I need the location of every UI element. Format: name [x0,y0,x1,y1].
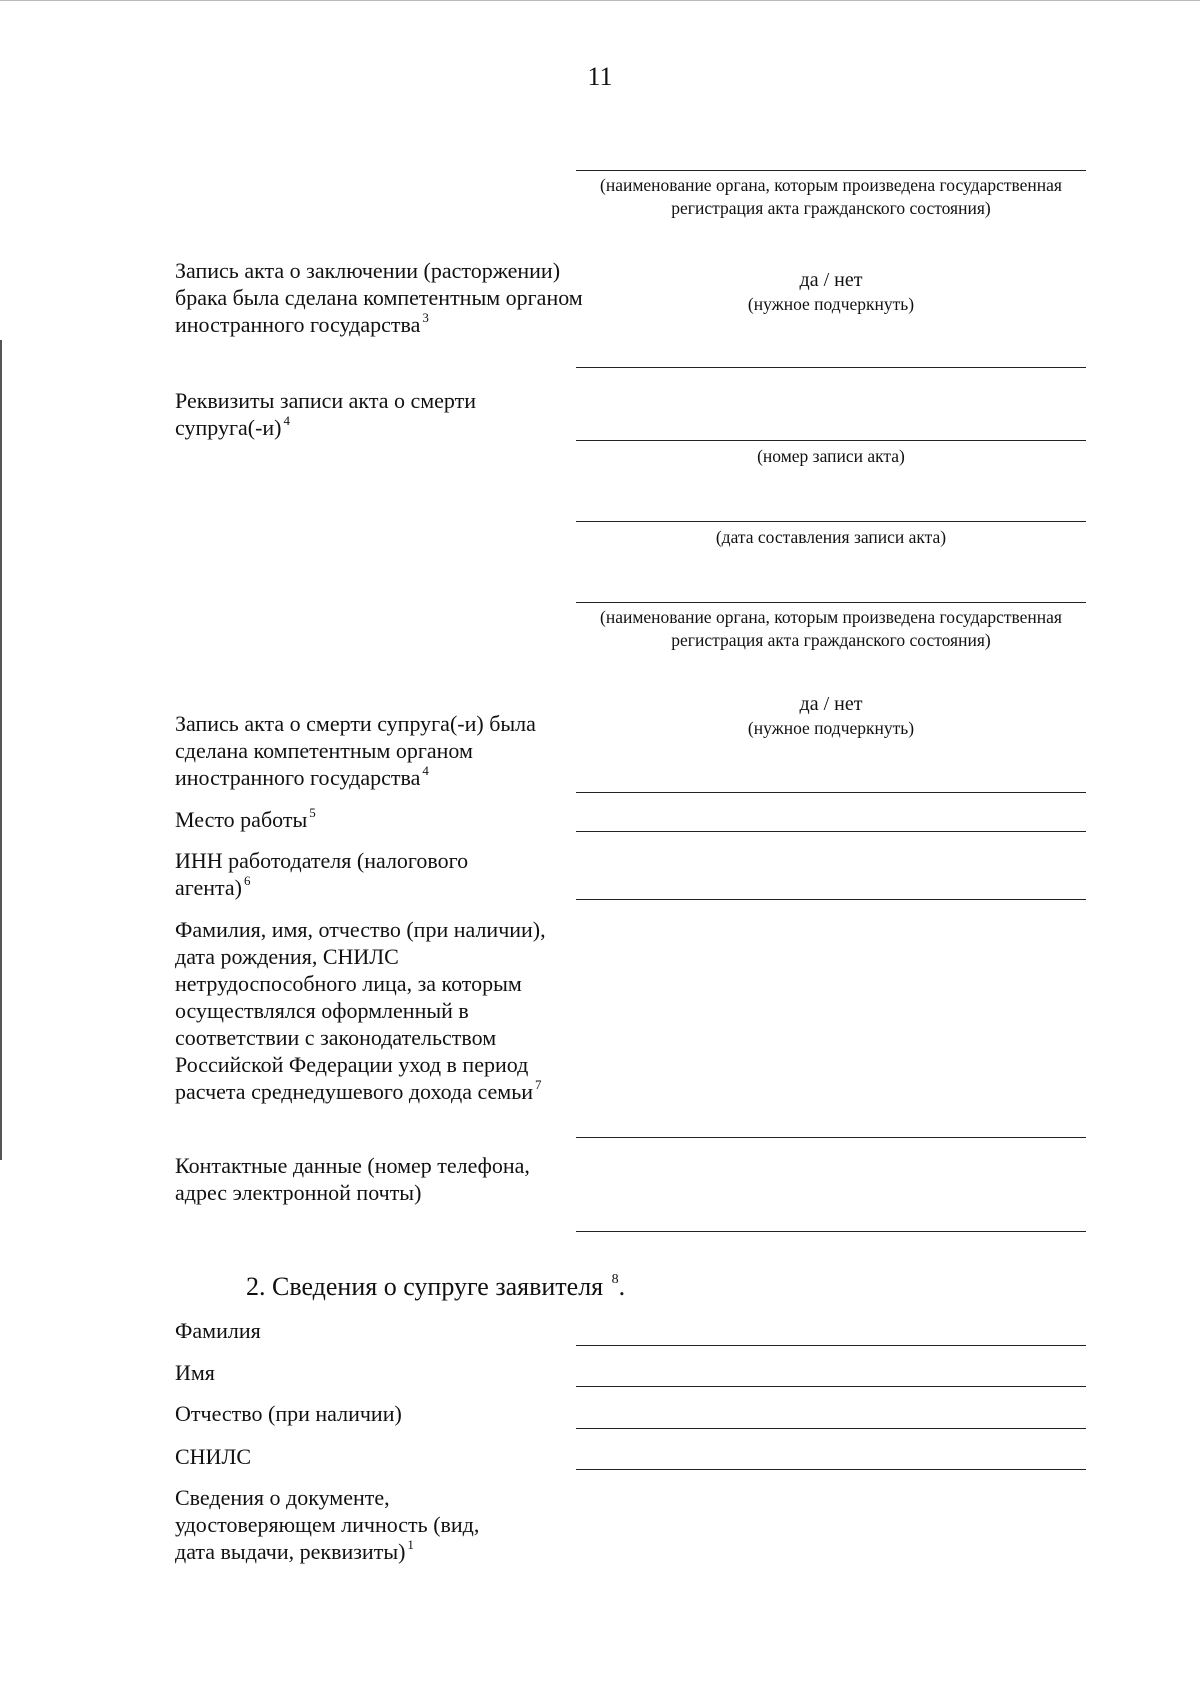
footnote-ref: 1 [407,1537,414,1552]
death-record-number-caption: (номер записи акта) [757,446,905,466]
spouse-name-line[interactable] [576,1386,1086,1387]
death-record-date-caption: (дата составления записи акта) [715,527,947,547]
death-record-date-line[interactable] [576,521,1086,522]
registration-body-caption-1: (наименование органа, которым произведена государственная регистрация акта гражданского состояния) [600,175,1062,218]
footnote-ref: 8 [611,1272,619,1287]
spouse-snils-label: СНИЛС [175,1444,252,1469]
spouse-surname-label: Фамилия [175,1318,261,1343]
registration-body-caption-2: (наименование органа, которым произведена государственная регистрация акта гражданского состояния) [600,607,1062,650]
footnote-ref: 5 [309,805,316,820]
spouse-id-document-label: Сведения о документе, удостоверяющем личность (вид, дата выдачи, реквизиты) $^1$ [175,1485,480,1564]
marriage-foreign-hint: (нужное подчеркнуть) [747,294,915,314]
marriage-foreign-choice[interactable]: да / нет [799,269,863,291]
death-foreign-hint: (нужное подчеркнуть) [747,718,915,738]
footnote-ref: 4 [283,413,290,428]
contacts-label: Контактные данные (номер телефона, адрес электронной почты) [175,1153,530,1205]
marriage-foreign-label: Запись акта о заключении (расторжении) брака была сделана компетентным органом иностранного государства $^3$ [175,258,583,337]
death-record-number-line[interactable] [576,440,1086,441]
dependent-care-line[interactable] [576,1137,1086,1138]
spouse-name-label: Имя [175,1360,215,1385]
spouse-patronymic-line[interactable] [576,1428,1086,1429]
employer-inn-label: ИНН работодателя (налогового агента) $^6$ [175,848,469,900]
death-record-label: Реквизиты записи акта о смерти супруга(-и) $^4$ [175,388,477,440]
spouse-snils-line[interactable] [576,1469,1086,1470]
employer-inn-line[interactable] [576,899,1086,900]
registration-body-line-1[interactable] [576,170,1086,171]
footnote-ref: 6 [244,873,251,888]
footnote-ref: 7 [535,1077,542,1092]
workplace-line[interactable] [576,831,1086,832]
section-2-title: 2. Сведения о супруге заявителя $^8$. [246,1272,626,1301]
registration-body-line-2[interactable] [576,602,1086,603]
page-number: 11 [587,62,613,91]
contacts-line[interactable] [576,1231,1086,1232]
spouse-surname-line[interactable] [576,1345,1086,1346]
workplace-label: Место работы $^5$ [175,805,316,832]
scan-top-edge [0,0,1200,1]
scan-left-edge [0,340,2,1160]
footnote-ref: 4 [422,763,429,778]
death-foreign-choice[interactable]: да / нет [799,693,863,715]
death-foreign-line[interactable] [576,792,1086,793]
death-foreign-label: Запись акта о смерти супруга(-и) была сделана компетентным органом иностранного государства $^4$ [175,711,536,790]
spouse-patronymic-label: Отчество (при наличии) [175,1401,402,1426]
dependent-care-label: Фамилия, имя, отчество (при наличии), дата рождения, СНИЛС нетрудоспособного лица, за которым осуществлялся оформленный в соответствии с законодательством Российской Федерации уход в период расчета среднедушевого дохода семьи $^7$ [175,917,546,1104]
footnote-ref: 3 [422,310,429,325]
marriage-foreign-line[interactable] [576,367,1086,368]
